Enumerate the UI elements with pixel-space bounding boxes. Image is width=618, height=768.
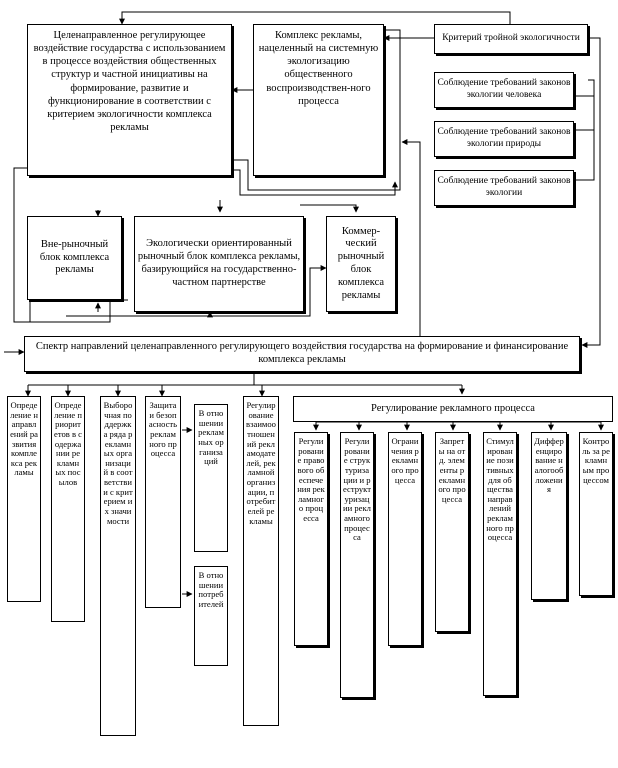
commercial-block-text: Коммер-ческий рыночный блок комплекса рекламы [337, 225, 385, 301]
criterion-ecology-box [434, 170, 574, 206]
non-market-block-box [27, 216, 122, 300]
direction-priorities-box [51, 396, 85, 622]
regulation-limits-text: Ограничения рекламного процесса [391, 436, 419, 485]
criterion-human-ecology-box [434, 72, 574, 108]
direction-support-box [100, 396, 136, 736]
regulation-structure-text: Регулирование структуризации и реструктуризации рекламного процесса [343, 436, 372, 543]
commercial-block-box [326, 216, 396, 312]
eco-market-block-text: Экологически ориентированный рыночный блок комплекса рекламы, базирующийся на государственно-частном партнерстве [137, 238, 301, 288]
ad-complex-box [253, 24, 384, 176]
regulation-stimulation-text: Стимулирование позитивных для общества направлений рекламного процесса [486, 436, 514, 543]
regulation-structure-box [340, 432, 374, 698]
regulation-title-box [293, 396, 613, 422]
regulation-control-box [579, 432, 613, 596]
eco-market-block-box [134, 216, 304, 312]
direction-relations-text: Регулирование взаимоотношений рекламодателей, рекламной организации, потребителей рекламы [246, 400, 276, 526]
direction-protection-box [145, 396, 181, 608]
regulation-bans-box [435, 432, 469, 632]
triple-criterion-text: Критерий тройной экологичности [442, 33, 580, 44]
spectrum-text: Спектр направлений целенаправленного регулирующего воздействия государства на формирование и финансирование комплекса рекламы [35, 341, 569, 365]
criterion-human-ecology-text: Соблюдение требований законов экологии человека [437, 78, 571, 100]
direction-define-text: Определение направлений развития комплекса рекламы [10, 400, 38, 478]
protection-consumers-box [194, 566, 228, 666]
triple-criterion-box [434, 24, 588, 54]
state-influence-box [27, 24, 232, 176]
direction-relations-box [243, 396, 279, 726]
regulation-taxation-text: Дифференцирование налогообложения [534, 436, 564, 495]
protection-organizations-box [194, 404, 228, 552]
regulation-title-text: Регулирование рекламного процесса [371, 402, 535, 414]
protection-consumers-text: В отношении потребителей [198, 570, 224, 609]
non-market-block-text: Вне-рыночный блок комплекса рекламы [39, 238, 110, 276]
direction-define-box [7, 396, 41, 602]
spectrum-box [24, 336, 580, 372]
direction-support-text: Выборочная поддержка ряда рекламных организаций в соответствии с критерием их значимости [103, 400, 133, 526]
regulation-bans-text: Запреты на отд. элементы рекламного процесса [438, 436, 466, 504]
regulation-stimulation-box [483, 432, 517, 696]
criterion-ecology-text: Соблюдение требований законов экологии [437, 176, 571, 198]
regulation-legal-text: Регулирование правового обеспечения рекламного процесса [297, 436, 325, 523]
protection-organizations-text: В отношении рекламных организаций [198, 408, 224, 467]
direction-protection-text: Защита и безопасность рекламного процесса [148, 400, 178, 459]
state-influence-text: Целенаправленное регулирующее воздействие государства с использованием в процессе воздействия общественных структур и частной инициативы на формирование, развитие и функционирование в соответствии с критерием экологичности комплекса рекламы [33, 30, 226, 133]
direction-priorities-text: Определение приоритетов в содержании рекламных посылов [54, 400, 82, 487]
regulation-taxation-box [531, 432, 567, 600]
ad-complex-text: Комплекс рекламы, нацеленный на системную экологизацию общественного воспроизводствен-ного процесса [258, 30, 379, 107]
regulation-control-text: Контроль за рекламным процессом [582, 436, 610, 485]
regulation-legal-box [294, 432, 328, 646]
regulation-limits-box [388, 432, 422, 646]
criterion-nature-ecology-box [434, 121, 574, 157]
criterion-nature-ecology-text: Соблюдение требований законов экологии природы [437, 127, 571, 149]
